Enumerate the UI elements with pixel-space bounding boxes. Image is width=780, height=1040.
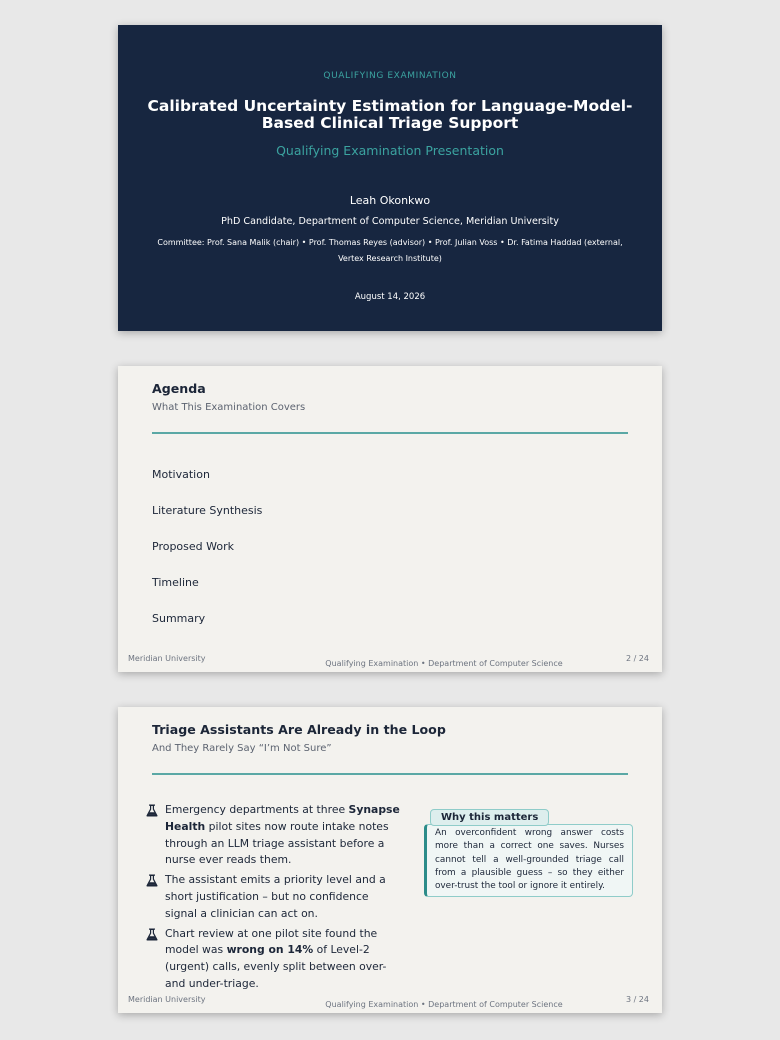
slide-title: Agenda — [152, 381, 206, 396]
bullet-emphasis: wrong on 14% — [226, 943, 314, 957]
presentation-date: August 14, 2026 — [354, 292, 426, 302]
presentation-title: Calibrated Uncertainty Estimation for Language-Model-Based Clinical Triage Support — [147, 97, 633, 132]
agenda-item: Motivation — [152, 468, 210, 481]
slide-subtitle: And They Rarely Say “I’m Not Sure” — [152, 743, 332, 754]
bullet-text: The assistant emits a priority level and a short justification – but no confidence signal a clinician can act on. — [165, 873, 386, 920]
agenda-item: Proposed Work — [152, 540, 234, 553]
agenda-item: Timeline — [152, 576, 199, 589]
bullet-item — [146, 926, 402, 993]
motivation-slide — [118, 707, 662, 1013]
agenda-item: Literature Synthesis — [152, 504, 263, 517]
slide-title: Triage Assistants Are Already in the Loop — [152, 722, 446, 737]
presentation-subtitle: Qualifying Examination Presentation — [276, 143, 504, 158]
footer-event: Qualifying Examination • Department of Computer Science — [325, 1000, 563, 1009]
flask-icon — [146, 928, 158, 941]
flask-icon — [146, 874, 158, 887]
footer-institution: Meridian University — [128, 654, 206, 663]
author-name: Leah Okonkwo — [349, 194, 431, 207]
title-slide — [118, 25, 662, 331]
title-divider — [152, 773, 628, 775]
bullet-text: pilot sites now route intake notes through an LLM triage assistant before a nurse ever reads them. — [165, 819, 389, 867]
bullet-text: Chart review at one pilot site found the model was — [165, 926, 378, 957]
callout-box — [424, 824, 633, 897]
author-affiliation: PhD Candidate, Department of Computer Science, Meridian University — [221, 216, 559, 227]
bullet-item — [146, 872, 402, 922]
flask-icon — [146, 804, 158, 817]
bullet-list — [146, 802, 402, 996]
title-divider — [152, 432, 628, 434]
bullet-emphasis: Synapse Health — [165, 803, 400, 833]
footer-institution: Meridian University — [128, 995, 206, 1004]
bullet-text: Emergency departments at three — [165, 803, 349, 816]
bullet-item — [146, 802, 402, 869]
slide-subtitle: What This Examination Covers — [152, 402, 306, 413]
footer-event: Qualifying Examination • Department of Computer Science — [325, 659, 563, 668]
agenda-slide — [118, 366, 662, 672]
slide-kicker: QUALIFYING EXAMINATION — [323, 71, 457, 81]
agenda-item: Summary — [152, 612, 206, 625]
committee-list: Committee: Prof. Sana Malik (chair) • Prof. Thomas Reyes (advisor) • Prof. Julian Voss • Dr. Fatima Haddad (external, Vertex Research Institute) — [157, 238, 623, 263]
slide-number: 2 / 24 — [625, 654, 649, 663]
callout-title: Why this matters — [430, 809, 549, 826]
callout-body: An overconfident wrong answer costs more than a correct one saves. Nurses cannot tell a well-grounded triage call from a plausible guess – so they either over-trust the tool or ignore it entirely. — [435, 828, 624, 892]
slide-number: 3 / 24 — [625, 995, 649, 1004]
bullet-text: of Level-2 (urgent) calls, evenly split between over- and under-triage. — [165, 943, 387, 990]
